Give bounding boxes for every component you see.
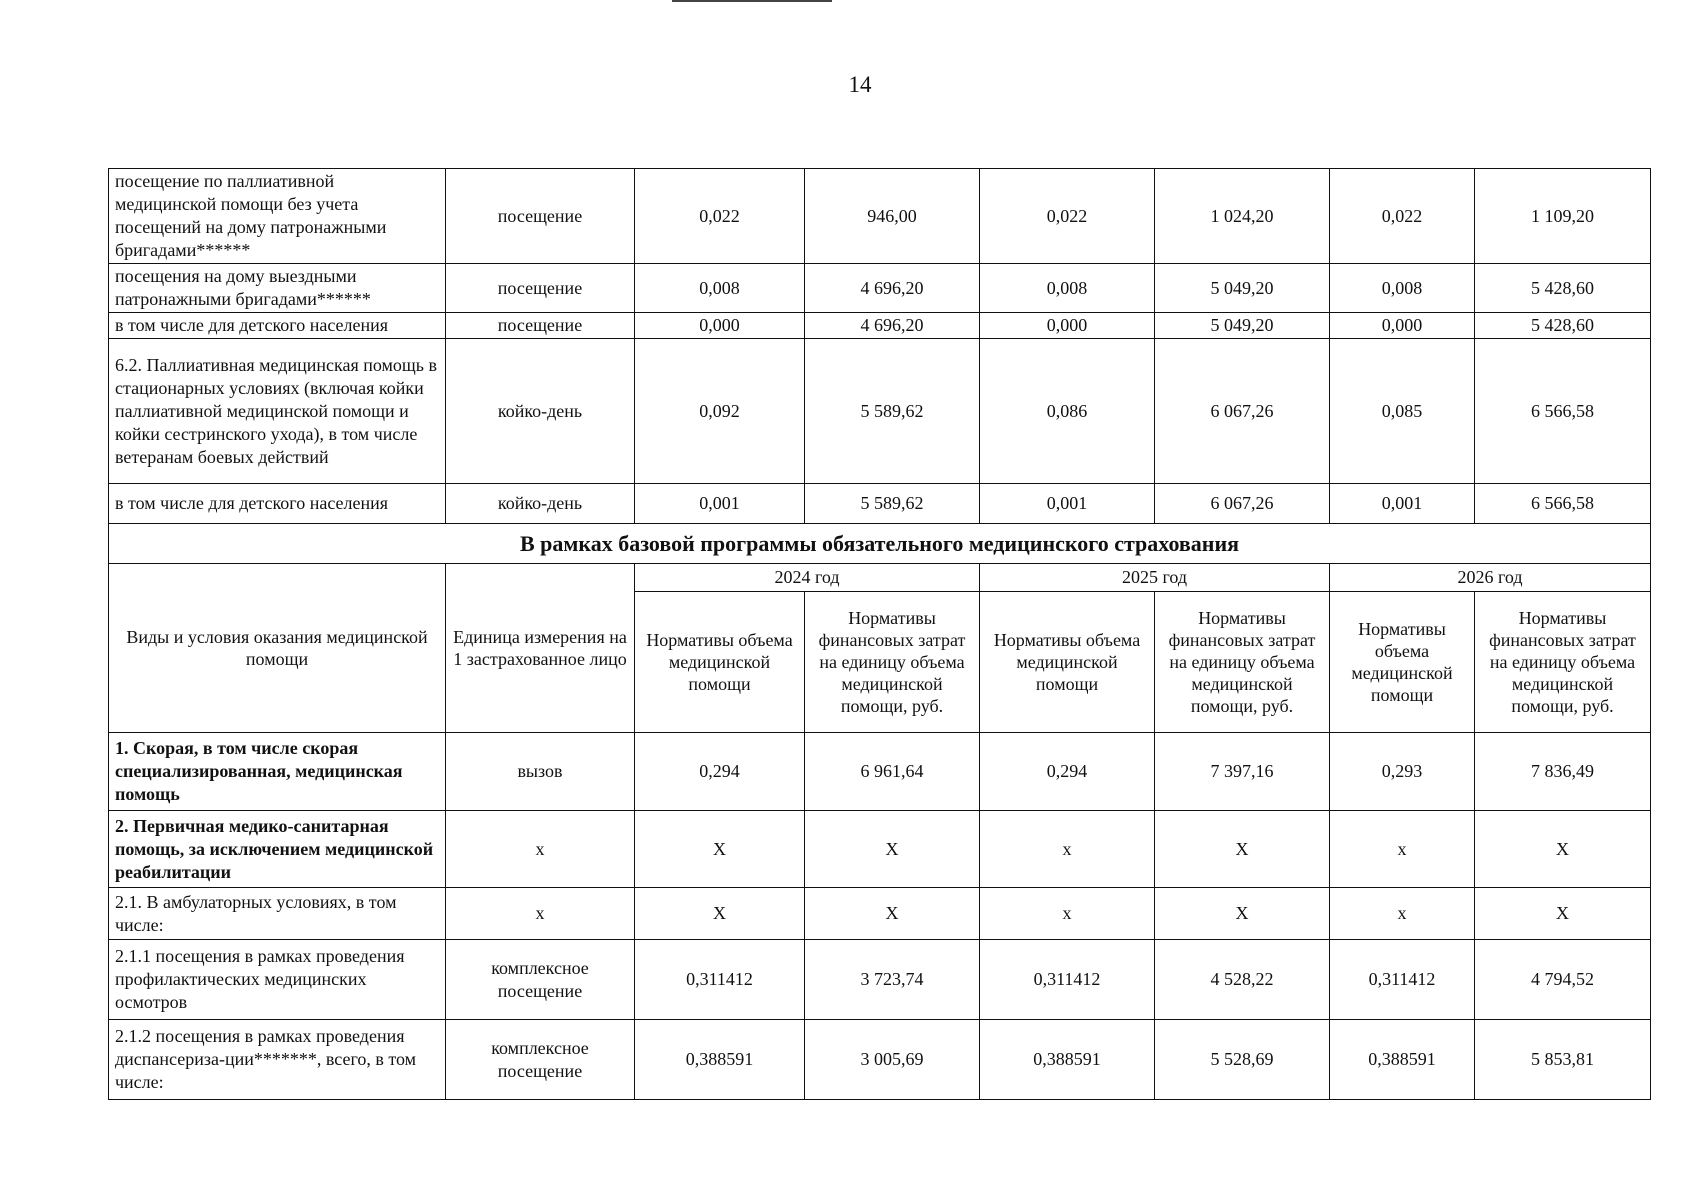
cell-volume-2024: 0,008	[635, 264, 805, 313]
header-volume-2025: Нормативы объема медицинской помощи	[980, 592, 1155, 733]
row-unit: вызов	[446, 733, 635, 811]
cell-volume-2024: Х	[635, 811, 805, 888]
row-label: в том числе для детского населения	[109, 484, 446, 524]
cell-finance-2024: 4 696,20	[805, 264, 980, 313]
table-row	[109, 339, 1651, 484]
cell-volume-2024: Х	[635, 888, 805, 940]
cell-volume-2025: 0,008	[980, 264, 1155, 313]
cell-finance-2025: 6 067,26	[1155, 339, 1330, 484]
cell-finance-2024: 3 005,69	[805, 1020, 980, 1100]
cell-volume-2026: 0,008	[1330, 264, 1475, 313]
header-finance-2026: Нормативы финансовых затрат на единицу объема медицинской помощи, руб.	[1475, 592, 1651, 733]
cell-finance-2026: Х	[1475, 811, 1651, 888]
row-unit: посещение	[446, 264, 635, 313]
cell-volume-2024: 0,311412	[635, 940, 805, 1020]
cell-finance-2026: 1 109,20	[1475, 169, 1651, 264]
cell-finance-2026: 6 566,58	[1475, 339, 1651, 484]
cell-finance-2024: 6 961,64	[805, 733, 980, 811]
cell-volume-2024: 0,001	[635, 484, 805, 524]
cell-volume-2025: 0,001	[980, 484, 1155, 524]
cell-volume-2026: 0,085	[1330, 339, 1475, 484]
cell-volume-2026: 0,001	[1330, 484, 1475, 524]
header-volume-2024: Нормативы объема медицинской помощи	[635, 592, 805, 733]
row-label: 2.1.1 посещения в рамках проведения профилактических медицинских осмотров	[109, 940, 446, 1020]
row-unit: х	[446, 811, 635, 888]
cell-volume-2025: 0,294	[980, 733, 1155, 811]
header-year-2026: 2026 год	[1330, 564, 1651, 592]
header-unit: Единица измерения на 1 застрахованное лицо	[446, 564, 635, 733]
cell-finance-2025: 1 024,20	[1155, 169, 1330, 264]
cell-finance-2026: Х	[1475, 888, 1651, 940]
header-finance-2024: Нормативы финансовых затрат на единицу объема медицинской помощи, руб.	[805, 592, 980, 733]
cell-finance-2026: 6 566,58	[1475, 484, 1651, 524]
table-row	[109, 169, 1651, 264]
row-label: 1. Скорая, в том числе скорая специализированная, медицинская помощь	[115, 738, 403, 804]
cell-finance-2026: 4 794,52	[1475, 940, 1651, 1020]
section-row	[109, 524, 1651, 564]
cell-finance-2026: 5 428,60	[1475, 264, 1651, 313]
cell-volume-2026: х	[1330, 888, 1475, 940]
row-unit: посещение	[446, 313, 635, 339]
table-row	[109, 940, 1651, 1020]
header-finance-2025: Нормативы финансовых затрат на единицу объема медицинской помощи, руб.	[1155, 592, 1330, 733]
cell-finance-2025: Х	[1155, 888, 1330, 940]
cell-finance-2025: 5 528,69	[1155, 1020, 1330, 1100]
cell-finance-2024: 4 696,20	[805, 313, 980, 339]
cell-finance-2025: 6 067,26	[1155, 484, 1330, 524]
cell-finance-2024: 3 723,74	[805, 940, 980, 1020]
table-row	[109, 484, 1651, 524]
cell-finance-2025: 4 528,22	[1155, 940, 1330, 1020]
cell-finance-2025: 5 049,20	[1155, 264, 1330, 313]
table-row	[109, 733, 1651, 811]
row-label: 2.1. В амбулаторных условиях, в том числе:	[109, 888, 446, 940]
table-row	[109, 313, 1651, 339]
cell-volume-2026: х	[1330, 811, 1475, 888]
cell-volume-2024: 0,294	[635, 733, 805, 811]
cell-volume-2026: 0,311412	[1330, 940, 1475, 1020]
cell-finance-2024: Х	[805, 888, 980, 940]
standards-table	[108, 168, 1651, 1100]
cell-volume-2026: 0,293	[1330, 733, 1475, 811]
row-label: 2. Первичная медико-санитарная помощь, за исключением медицинской реабилитации	[115, 815, 434, 882]
header-kinds: Виды и условия оказания медицинской помощи	[109, 564, 446, 733]
cell-volume-2024: 0,388591	[635, 1020, 805, 1100]
row-label: в том числе для детского населения	[109, 313, 446, 339]
cell-volume-2025: 0,022	[980, 169, 1155, 264]
section-title: В рамках базовой программы обязательного медицинского страхования	[109, 524, 1651, 564]
cell-volume-2025: 0,388591	[980, 1020, 1155, 1100]
cell-finance-2024: 5 589,62	[805, 339, 980, 484]
header-volume-2026: Нормативы объема медицинской помощи	[1330, 592, 1475, 733]
cell-volume-2025: х	[980, 811, 1155, 888]
cell-finance-2025: 5 049,20	[1155, 313, 1330, 339]
row-unit: койко-день	[446, 339, 635, 484]
row-unit: комплексное посещение	[446, 940, 635, 1020]
cell-volume-2024: 0,022	[635, 169, 805, 264]
page-number: 14	[848, 72, 872, 97]
cell-finance-2026: 5 428,60	[1475, 313, 1651, 339]
cell-volume-2025: 0,086	[980, 339, 1155, 484]
cell-finance-2026: 7 836,49	[1475, 733, 1651, 811]
header-row-years	[109, 564, 1651, 592]
row-unit: х	[446, 888, 635, 940]
row-unit: комплексное посещение	[446, 1020, 635, 1100]
cell-volume-2024: 0,000	[635, 313, 805, 339]
table-row	[109, 888, 1651, 940]
cell-volume-2024: 0,092	[635, 339, 805, 484]
cell-volume-2026: 0,388591	[1330, 1020, 1475, 1100]
cell-finance-2026: 5 853,81	[1475, 1020, 1651, 1100]
cell-finance-2024: 5 589,62	[805, 484, 980, 524]
row-unit: койко-день	[446, 484, 635, 524]
row-label: посещение по паллиативной медицинской помощи без учета посещений на дому патронажными бригадами******	[109, 169, 446, 264]
row-label: 6.2. Паллиативная медицинская помощь в стационарных условиях (включая койки паллиативной медицинской помощи и койки сестринского ухода), в том числе ветеранам боевых действий	[109, 339, 446, 484]
row-label: посещения на дому выездными патронажными бригадами******	[109, 264, 446, 313]
table-row	[109, 1020, 1651, 1100]
table-row	[109, 811, 1651, 888]
cell-volume-2026: 0,022	[1330, 169, 1475, 264]
cell-volume-2026: 0,000	[1330, 313, 1475, 339]
table-row	[109, 264, 1651, 313]
cell-volume-2025: 0,311412	[980, 940, 1155, 1020]
header-year-2024: 2024 год	[635, 564, 980, 592]
cell-volume-2025: х	[980, 888, 1155, 940]
header-year-2025: 2025 год	[980, 564, 1330, 592]
top-rule	[672, 0, 832, 2]
cell-finance-2024: Х	[805, 811, 980, 888]
row-unit: посещение	[446, 169, 635, 264]
cell-finance-2025: Х	[1155, 811, 1330, 888]
row-label: 2.1.2 посещения в рамках проведения диспансериза-ции*******, всего, в том числе:	[109, 1020, 446, 1100]
cell-volume-2025: 0,000	[980, 313, 1155, 339]
cell-finance-2025: 7 397,16	[1155, 733, 1330, 811]
cell-finance-2024: 946,00	[805, 169, 980, 264]
